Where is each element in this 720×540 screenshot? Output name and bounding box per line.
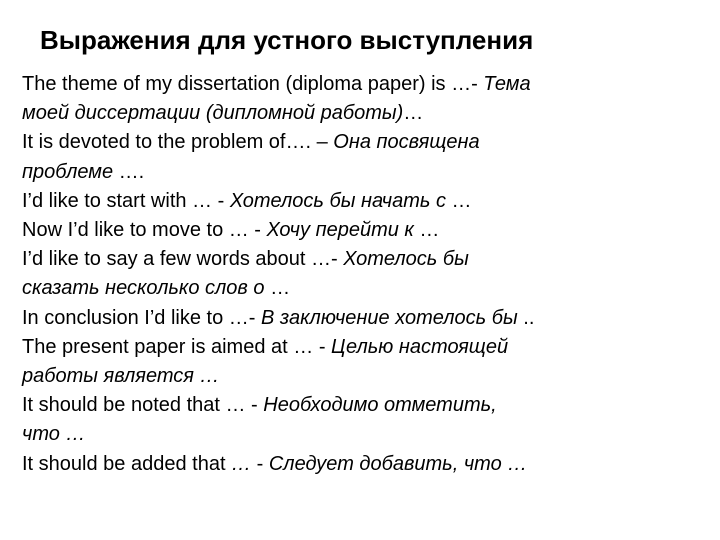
phrase-english: I’d like to say a few words about …- (22, 248, 344, 271)
phrase-line (22, 158, 692, 187)
phrase-item (22, 333, 692, 391)
phrase-english: It should be noted that … - (22, 394, 264, 417)
phrase-russian: Следует добавить, что … (268, 452, 528, 475)
phrase-line (22, 70, 692, 99)
phrase-russian: Тема (483, 73, 531, 95)
phrase-russian: что … (22, 423, 86, 446)
phrase-ellipsis: … (403, 102, 424, 125)
phrase-item (22, 187, 692, 216)
phrase-line (22, 128, 692, 157)
phrase-english: The theme of my dissertation (diploma paper) is …- (22, 73, 484, 95)
phrase-line (22, 333, 692, 362)
slide-title: Выражения для устного выступления (40, 25, 534, 55)
phrase-line (22, 450, 692, 479)
phrase-english: In conclusion I’d like to …- (22, 306, 261, 329)
phrase-item (22, 245, 692, 303)
phrase-russian: Хотелось бы начать с (229, 189, 446, 212)
phrase-english: Now I’d like to move to … - (22, 219, 267, 242)
phrase-list (22, 70, 692, 479)
phrase-item (22, 128, 692, 186)
phrase-english: I’d like to start with … - (22, 189, 230, 212)
phrase-item (22, 450, 692, 479)
phrase-russian: Целью настоящей (331, 335, 509, 358)
phrase-line (22, 420, 692, 449)
phrase-ellipsis: …. (113, 160, 145, 183)
phrase-dash: - (256, 452, 269, 475)
phrase-line (22, 274, 692, 303)
phrase-line (22, 245, 692, 274)
phrase-line (22, 391, 692, 420)
phrase-item (22, 216, 692, 245)
phrase-russian: Хочу перейти к (266, 219, 414, 242)
phrase-ellipsis: … (264, 277, 291, 300)
phrase-russian: Хотелось бы (343, 248, 469, 271)
phrase-russian: сказать несколько слов о (22, 277, 265, 300)
phrase-russian: моей диссертации (дипломной работы) (22, 102, 404, 125)
phrase-russian: Она посвящена (333, 131, 480, 154)
phrase-english: It is devoted to the problem of…. – (22, 131, 334, 154)
phrase-line (22, 362, 692, 391)
phrase-line (22, 304, 692, 333)
phrase-ellipsis: … (231, 452, 257, 475)
phrase-ellipsis: … (413, 219, 440, 242)
phrase-line (22, 99, 692, 128)
phrase-russian: проблеме (22, 160, 114, 183)
phrase-russian: работы является … (22, 365, 220, 388)
phrase-ellipsis: … (446, 189, 472, 212)
phrase-line (22, 187, 692, 216)
phrase-item (22, 70, 692, 128)
phrase-russian: В заключение хотелось бы (261, 306, 518, 329)
phrase-item (22, 391, 692, 449)
phrase-item (22, 304, 692, 333)
phrase-english: It should be added that (22, 452, 232, 475)
phrase-ellipsis: .. (517, 306, 535, 329)
phrase-english: The present paper is aimed at … - (22, 335, 332, 358)
phrase-line (22, 216, 692, 245)
phrase-russian: Необходимо отметить, (263, 394, 497, 417)
